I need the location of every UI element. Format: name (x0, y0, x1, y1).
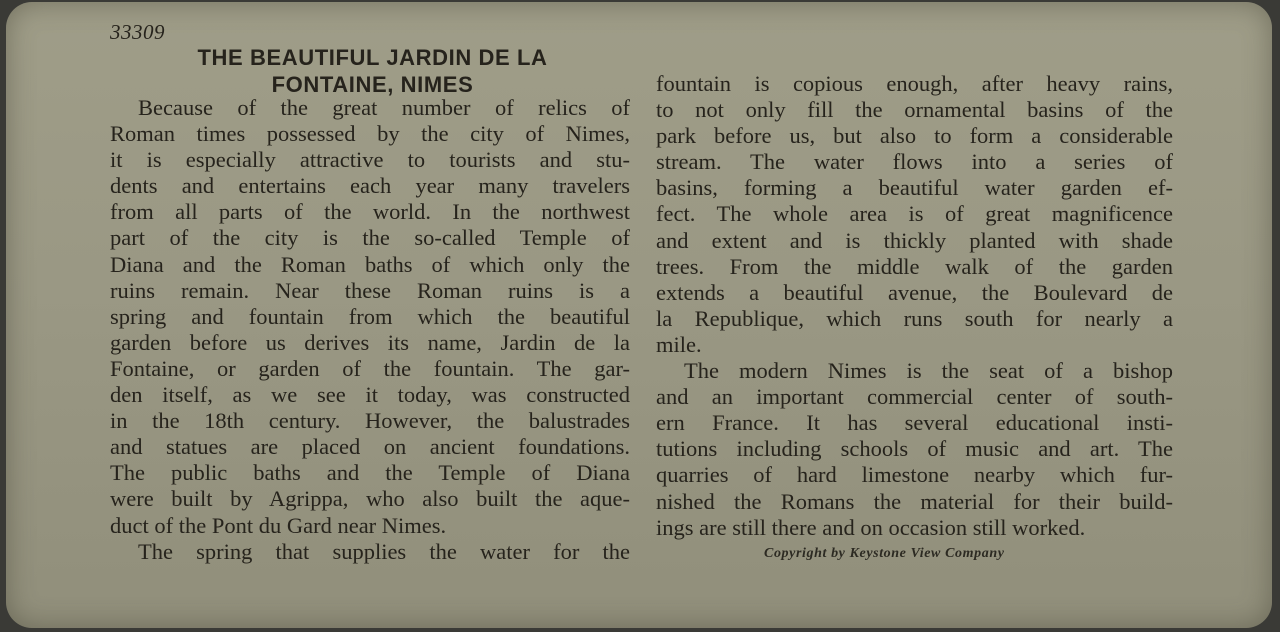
text-line: Roman times possessed by the city of Nimes, (110, 121, 630, 147)
text-line: stream. The water flows into a series of (656, 149, 1173, 175)
text-line: and statues are placed on ancient foundations. (110, 434, 630, 460)
text-line: trees. From the middle walk of the garden (656, 253, 1173, 279)
text-line: duct of the Pont du Gard near Nimes. (110, 512, 447, 538)
text-line: quarries of hard limestone nearby which fur- (656, 462, 1173, 488)
text-line: The modern Nimes is the seat of a bishop (684, 358, 1173, 384)
text-line: Fontaine, or garden of the fountain. The gar- (110, 355, 630, 381)
text-line: tutions including schools of music and art. The (656, 436, 1173, 462)
text-line: The public baths and the Temple of Diana (110, 460, 630, 486)
text-line: basins, forming a beautiful water garden ef- (656, 175, 1173, 201)
text-line: ruins remain. Near these Roman ruins is a (110, 277, 630, 303)
text-line: mile. (656, 331, 702, 357)
card-title-line-1: THE BEAUTIFUL JARDIN DE LA (197, 45, 548, 70)
text-line: to not only fill the ornamental basins of the (656, 97, 1173, 123)
copyright-notice: Copyright by Keystone View Company (764, 546, 1005, 561)
text-line: den itself, as we see it today, was constructed (110, 382, 630, 408)
text-line: fountain is copious enough, after heavy rains, (656, 71, 1173, 96)
text-line: ings are still there and on occasion still worked. (656, 514, 1086, 540)
text-line: Because of the great number of relics of (138, 95, 630, 120)
text-line: spring and fountain from which the beautiful (110, 303, 630, 329)
text-line: park before us, but also to form a considerable (656, 123, 1173, 149)
text-line: garden before us derives its name, Jardin de la (110, 329, 630, 355)
text-line: and extent and is thickly planted with shade (656, 227, 1173, 253)
text-line: it is especially attractive to tourists and stu- (110, 147, 630, 173)
card-title-line-2: FONTAINE, NIMES (271, 72, 474, 97)
text-line: ern France. It has several educational insti- (656, 410, 1173, 436)
text-line: fect. The whole area is of great magnificence (656, 201, 1173, 227)
left-text-column (110, 95, 630, 565)
text-line: nished the Romans the material for their build- (656, 488, 1173, 514)
card-title (110, 44, 635, 98)
text-line: extends a beautiful avenue, the Boulevard de (656, 279, 1173, 305)
text-line: from all parts of the world. In the northwest (110, 199, 630, 225)
catalog-number: 33309 (110, 20, 165, 44)
text-line: in the 18th century. However, the balustrades (110, 408, 630, 434)
text-line: and an important commercial center of south- (656, 384, 1173, 410)
text-line: dents and entertains each year many travelers (110, 173, 630, 199)
text-line: la Republique, which runs south for nearly a (656, 305, 1173, 331)
text-line: Diana and the Roman baths of which only the (110, 251, 630, 277)
text-line: part of the city is the so-called Temple of (110, 225, 630, 251)
text-line: were built by Agrippa, who also built the aque- (110, 486, 630, 512)
right-text-column (656, 71, 1173, 541)
text-line: The spring that supplies the water for the (138, 538, 630, 564)
